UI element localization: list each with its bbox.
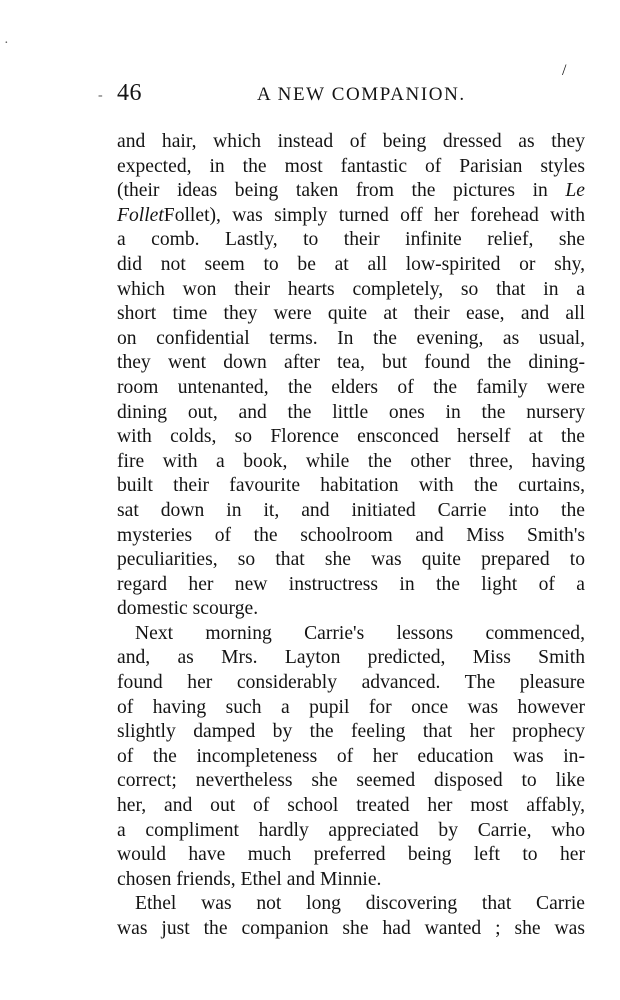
italic-word-le: Le — [565, 180, 585, 202]
body-text — [117, 130, 585, 942]
text-line: a comb. Lastly, to their infinite relief, she — [117, 229, 585, 251]
text-line: domestic scourge. — [117, 598, 259, 620]
text-line: room untenanted, the elders of the family were — [117, 376, 585, 398]
text-line-segment: (their ideas being taken from the pictures in — [117, 180, 566, 202]
text-line: on confidential terms. In the evening, as usual, — [117, 327, 585, 349]
text-line: slightly damped by the feeling that her prophecy — [117, 721, 585, 743]
text-line: dining out, and the little ones in the nursery — [117, 401, 585, 423]
text-line: and hair, which instead of being dressed as they — [117, 131, 585, 152]
text-line: a compliment hardly appreciated by Carrie, who — [117, 819, 585, 841]
corner-mark: / — [562, 62, 567, 79]
text-line-segment: Follet), was simply turned off her forehead with — [163, 204, 585, 226]
text-line: fire with a book, while the other three, having — [117, 450, 585, 472]
running-title: A NEW COMPANION. — [257, 84, 466, 105]
text-line: short time they were quite at their ease, and all — [117, 303, 585, 325]
margin-mark-top-left: · — [4, 36, 9, 51]
text-line: peculiarities, so that she was quite prepared to — [117, 549, 585, 571]
text-line: correct; nevertheless she seemed disposed to like — [117, 770, 585, 792]
text-line: Next morning Carrie's lessons commenced, — [135, 622, 585, 644]
text-line: found her considerably advanced. The pleasure — [117, 672, 585, 694]
text-line: they went down after tea, but found the dining- — [117, 352, 585, 374]
italic-word-follet: Follet — [117, 204, 164, 226]
text-line: expected, in the most fantastic of Parisian styles — [117, 155, 585, 177]
text-line: with colds, so Florence ensconced herself at the — [117, 426, 585, 448]
page-header — [117, 62, 585, 110]
text-line: would have much preferred being left to her — [117, 844, 585, 866]
text-line: of having such a pupil for once was however — [117, 696, 585, 718]
text-line: regard her new instructress in the light of a — [117, 573, 585, 595]
text-line — [117, 204, 585, 229]
text-line: and, as Mrs. Layton predicted, Miss Smith — [117, 647, 585, 669]
text-line: mysteries of the schoolroom and Miss Smith's — [117, 524, 585, 546]
text-line: her, and out of school treated her most affably, — [117, 795, 585, 817]
text-line: chosen friends, Ethel and Minnie. — [117, 868, 382, 890]
text-line: which won their hearts completely, so that in a — [117, 278, 585, 300]
page-number: 46 — [117, 80, 142, 106]
text-line: did not seem to be at all low-spirited or shy, — [117, 253, 585, 275]
text-line: sat down in it, and initiated Carrie into the — [117, 499, 585, 521]
text-line: built their favourite habitation with the curtains, — [117, 475, 585, 497]
text-line: of the incompleteness of her education was in- — [117, 745, 585, 767]
text-line — [117, 179, 585, 204]
text-line: was just the companion she had wanted ; she was — [117, 918, 585, 939]
margin-mark-dash: - — [98, 88, 103, 103]
text-line: Ethel was not long discovering that Carrie — [135, 893, 585, 915]
